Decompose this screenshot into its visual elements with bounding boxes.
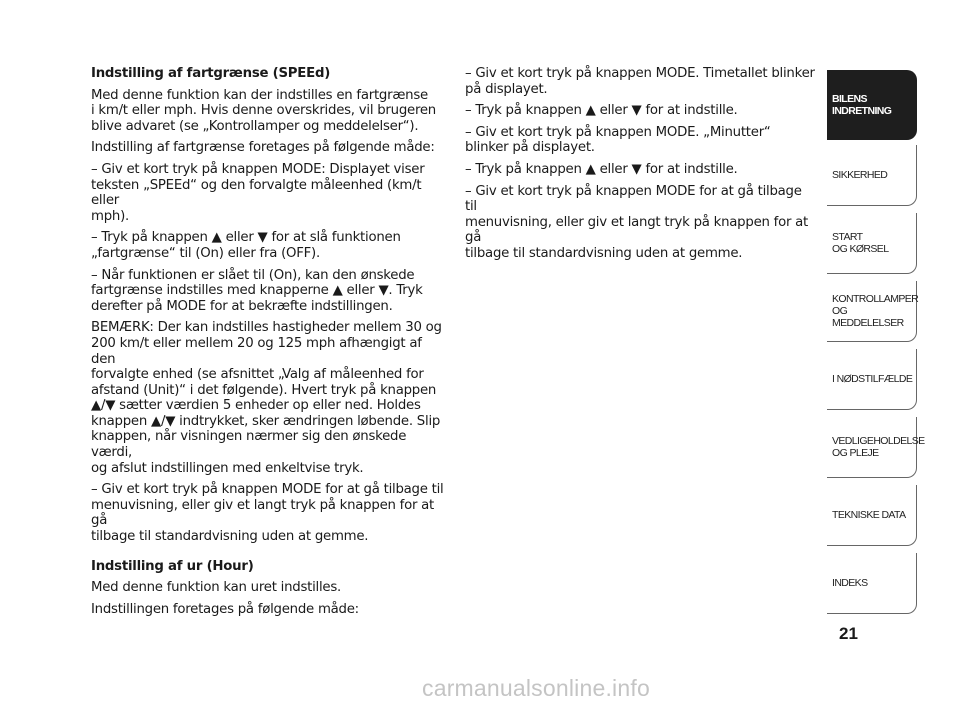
step-paragraph: – Tryk på knappen ▲ eller ▼ for at indstille.	[465, 161, 738, 177]
step-paragraph: – Giv et kort tryk på knappen MODE. Timetallet blinker på displayet.	[465, 66, 815, 97]
left-column	[91, 66, 446, 623]
paragraph: Indstilling af fartgrænse foretages på følgende måde:	[91, 140, 435, 156]
tab-sikkerhed[interactable]: SIKKERHED	[827, 145, 917, 206]
step-paragraph: – Tryk på knappen ▲ eller ▼ for at slå funktionen „fartgrænse“ til (On) eller fra (OFF).	[91, 230, 401, 261]
paragraph: Med denne funktion kan uret indstilles.	[91, 580, 342, 596]
paragraph: Med denne funktion kan der indstilles en fartgrænse i km/t eller mph. Hvis denne overskrides, vil brugeren blive advaret (se „Kontrollamper og meddelelser“).	[91, 87, 436, 134]
section-heading-speed: Indstilling af fartgrænse (SPEEd)	[91, 66, 331, 81]
tab-start-og-korsel[interactable]: START OG KØRSEL	[827, 213, 917, 274]
section-tabs	[827, 70, 925, 621]
page-number: 21	[839, 624, 858, 643]
note-paragraph: BEMÆRK: Der kan indstilles hastigheder mellem 30 og 200 km/t eller mellem 20 og 125 mph afhængigt af den forvalgte enhed (se afsnittet „Valg af måleenhed for afstand (Unit)“ i det følgende). Hvert tryk på knappen ▲/▼ sætter værdien 5 enheder op eller ned. Holdes knappen ▲/▼ indtrykket, sker ændringen løbende. Slip knappen, når visningen nærmer sig den ønskede værdi, og afslut indstillingen med enkeltvise tryk.	[91, 320, 442, 476]
tab-bilens-indretning[interactable]: BILENS INDRETNING	[827, 70, 917, 140]
step-paragraph: – Giv et kort tryk på knappen MODE: Displayet viser teksten „SPEEd“ og den forvalgte måleenhed (km/t eller mph).	[91, 161, 425, 224]
step-paragraph: – Giv et kort tryk på knappen MODE for at gå tilbage til menuvisning, eller giv et langt tryk på knappen for at gå tilbage til standardvisning uden at gemme.	[465, 183, 809, 261]
tab-tekniske-data[interactable]: TEKNISKE DATA	[827, 485, 917, 546]
step-paragraph: – Tryk på knappen ▲ eller ▼ for at indstille.	[465, 103, 738, 119]
right-column	[465, 66, 815, 268]
step-paragraph: – Giv et kort tryk på knappen MODE. „Minutter“ blinker på displayet.	[465, 124, 771, 156]
step-paragraph: – Giv et kort tryk på knappen MODE for at gå tilbage til menuvisning, eller giv et langt tryk på knappen for at gå tilbage til standardvisning uden at gemme.	[91, 482, 444, 545]
tab-indeks[interactable]: INDEKS	[827, 553, 917, 614]
step-paragraph: – Når funktionen er slået til (On), kan den ønskede fartgrænse indstilles med knapperne ▲ eller ▼. Tryk derefter på MODE for at bekræfte indstillingen.	[91, 267, 423, 314]
tab-vedligeholdelse[interactable]: VEDLIGEHOLDELSE OG PLEJE	[827, 417, 917, 478]
tab-i-nodstilfaelde[interactable]: I NØDSTILFÆLDE	[827, 349, 917, 410]
section-heading-hour: Indstilling af ur (Hour)	[91, 558, 254, 574]
tab-kontrollamper[interactable]: KONTROLLAMPER OG MEDDELELSER	[827, 281, 917, 342]
paragraph: Indstillingen foretages på følgende måde:	[91, 601, 359, 617]
watermark: carmanualsonline.info	[422, 675, 650, 701]
